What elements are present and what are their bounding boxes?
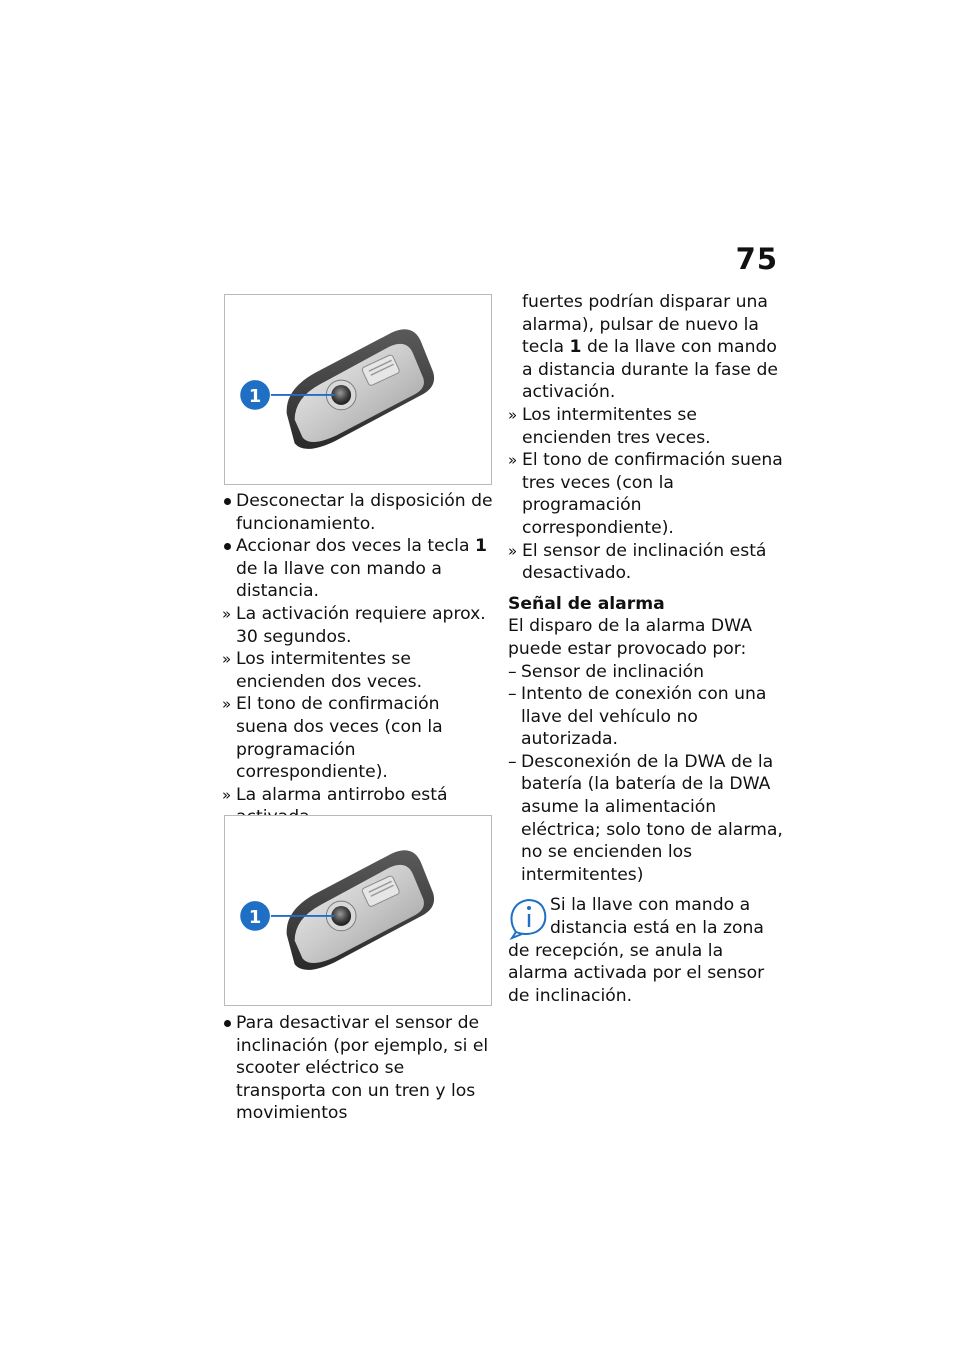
result-marker: » [508,405,518,424]
instruction-bullet [222,490,494,535]
result-text: La activación requiere aprox. 30 segundos. [236,603,486,647]
result-item [222,603,494,648]
result-marker: » [222,785,232,804]
info-icon [508,896,548,940]
instruction-continuation: fuertes podrían disparar una alarma), pulsar de nuevo la tecla 1 de la llave con mando a distancia durante la fase de activación. [522,292,778,403]
result-marker: » [222,604,232,623]
left-column-instructions-2 [222,1012,494,1125]
result-text: Los intermitentes se encienden dos veces. [236,649,423,692]
cause-text: Intento de conexión con una llave del vehículo no autorizada. [521,684,767,750]
result-marker: » [222,650,232,669]
dash-marker: – [508,751,517,772]
cause-list-item [508,661,784,684]
cause-text: Desconexión de la DWA de la batería (la batería de la DWA asume la alimentación eléctrica; solo tono de alarma, no se encienden los intermitentes) [521,751,783,885]
result-text: El tono de confirmación suena tres veces (con la programación correspondiente). [522,450,783,538]
instruction-bullet [222,1012,494,1125]
result-item [508,404,784,449]
result-marker: » [222,695,232,714]
instruction-text: Para desactivar el sensor de inclinación (por ejemplo, si el scooter eléctrico se transporta con un tren y los movimientos [236,1013,489,1124]
info-note-text: Si la llave con mando a distancia está en la zona de recepción, se anula la alarma activada por el sensor de inclinación. [508,895,765,1006]
key-reference: 1 [569,337,582,358]
left-column-instructions [222,490,494,829]
remote-key-illustration [225,816,491,1005]
result-text: El tono de confirmación suena dos veces (con la programación correspondiente). [236,694,443,783]
dash-marker: – [508,661,517,682]
key-figure-1 [224,294,492,485]
section-heading: Señal de alarma [508,593,665,614]
result-item [508,449,784,539]
page-number: 75 [735,242,778,276]
dash-marker: – [508,684,517,705]
cause-text: Sensor de inclinación [521,661,705,682]
key-reference: 1 [474,536,487,557]
result-item [222,693,494,783]
key-figure-2 [224,815,492,1006]
result-marker: » [508,541,518,560]
instruction-text: Accionar dos veces la tecla 1 de la llave con mando a distancia. [236,536,487,602]
cause-list-item [508,683,784,751]
result-item [508,540,784,585]
result-item [222,648,494,693]
cause-list-item [508,751,784,887]
result-marker: » [508,451,518,470]
result-text: El sensor de inclinación está desactivado. [522,540,767,584]
result-text: Los intermitentes se encienden tres veces. [522,404,711,448]
section-intro: El disparo de la alarma DWA puede estar provocado por: [508,616,752,659]
callout-number: 1 [248,385,262,407]
remote-key-illustration [225,295,491,484]
instruction-bullet [222,535,494,603]
right-column [508,291,784,1007]
info-note [508,894,784,1007]
callout-number: 1 [248,906,262,928]
instruction-text: Desconectar la disposición de funcionamiento. [236,491,493,534]
result-text: La alarma antirrobo está [236,784,448,805]
